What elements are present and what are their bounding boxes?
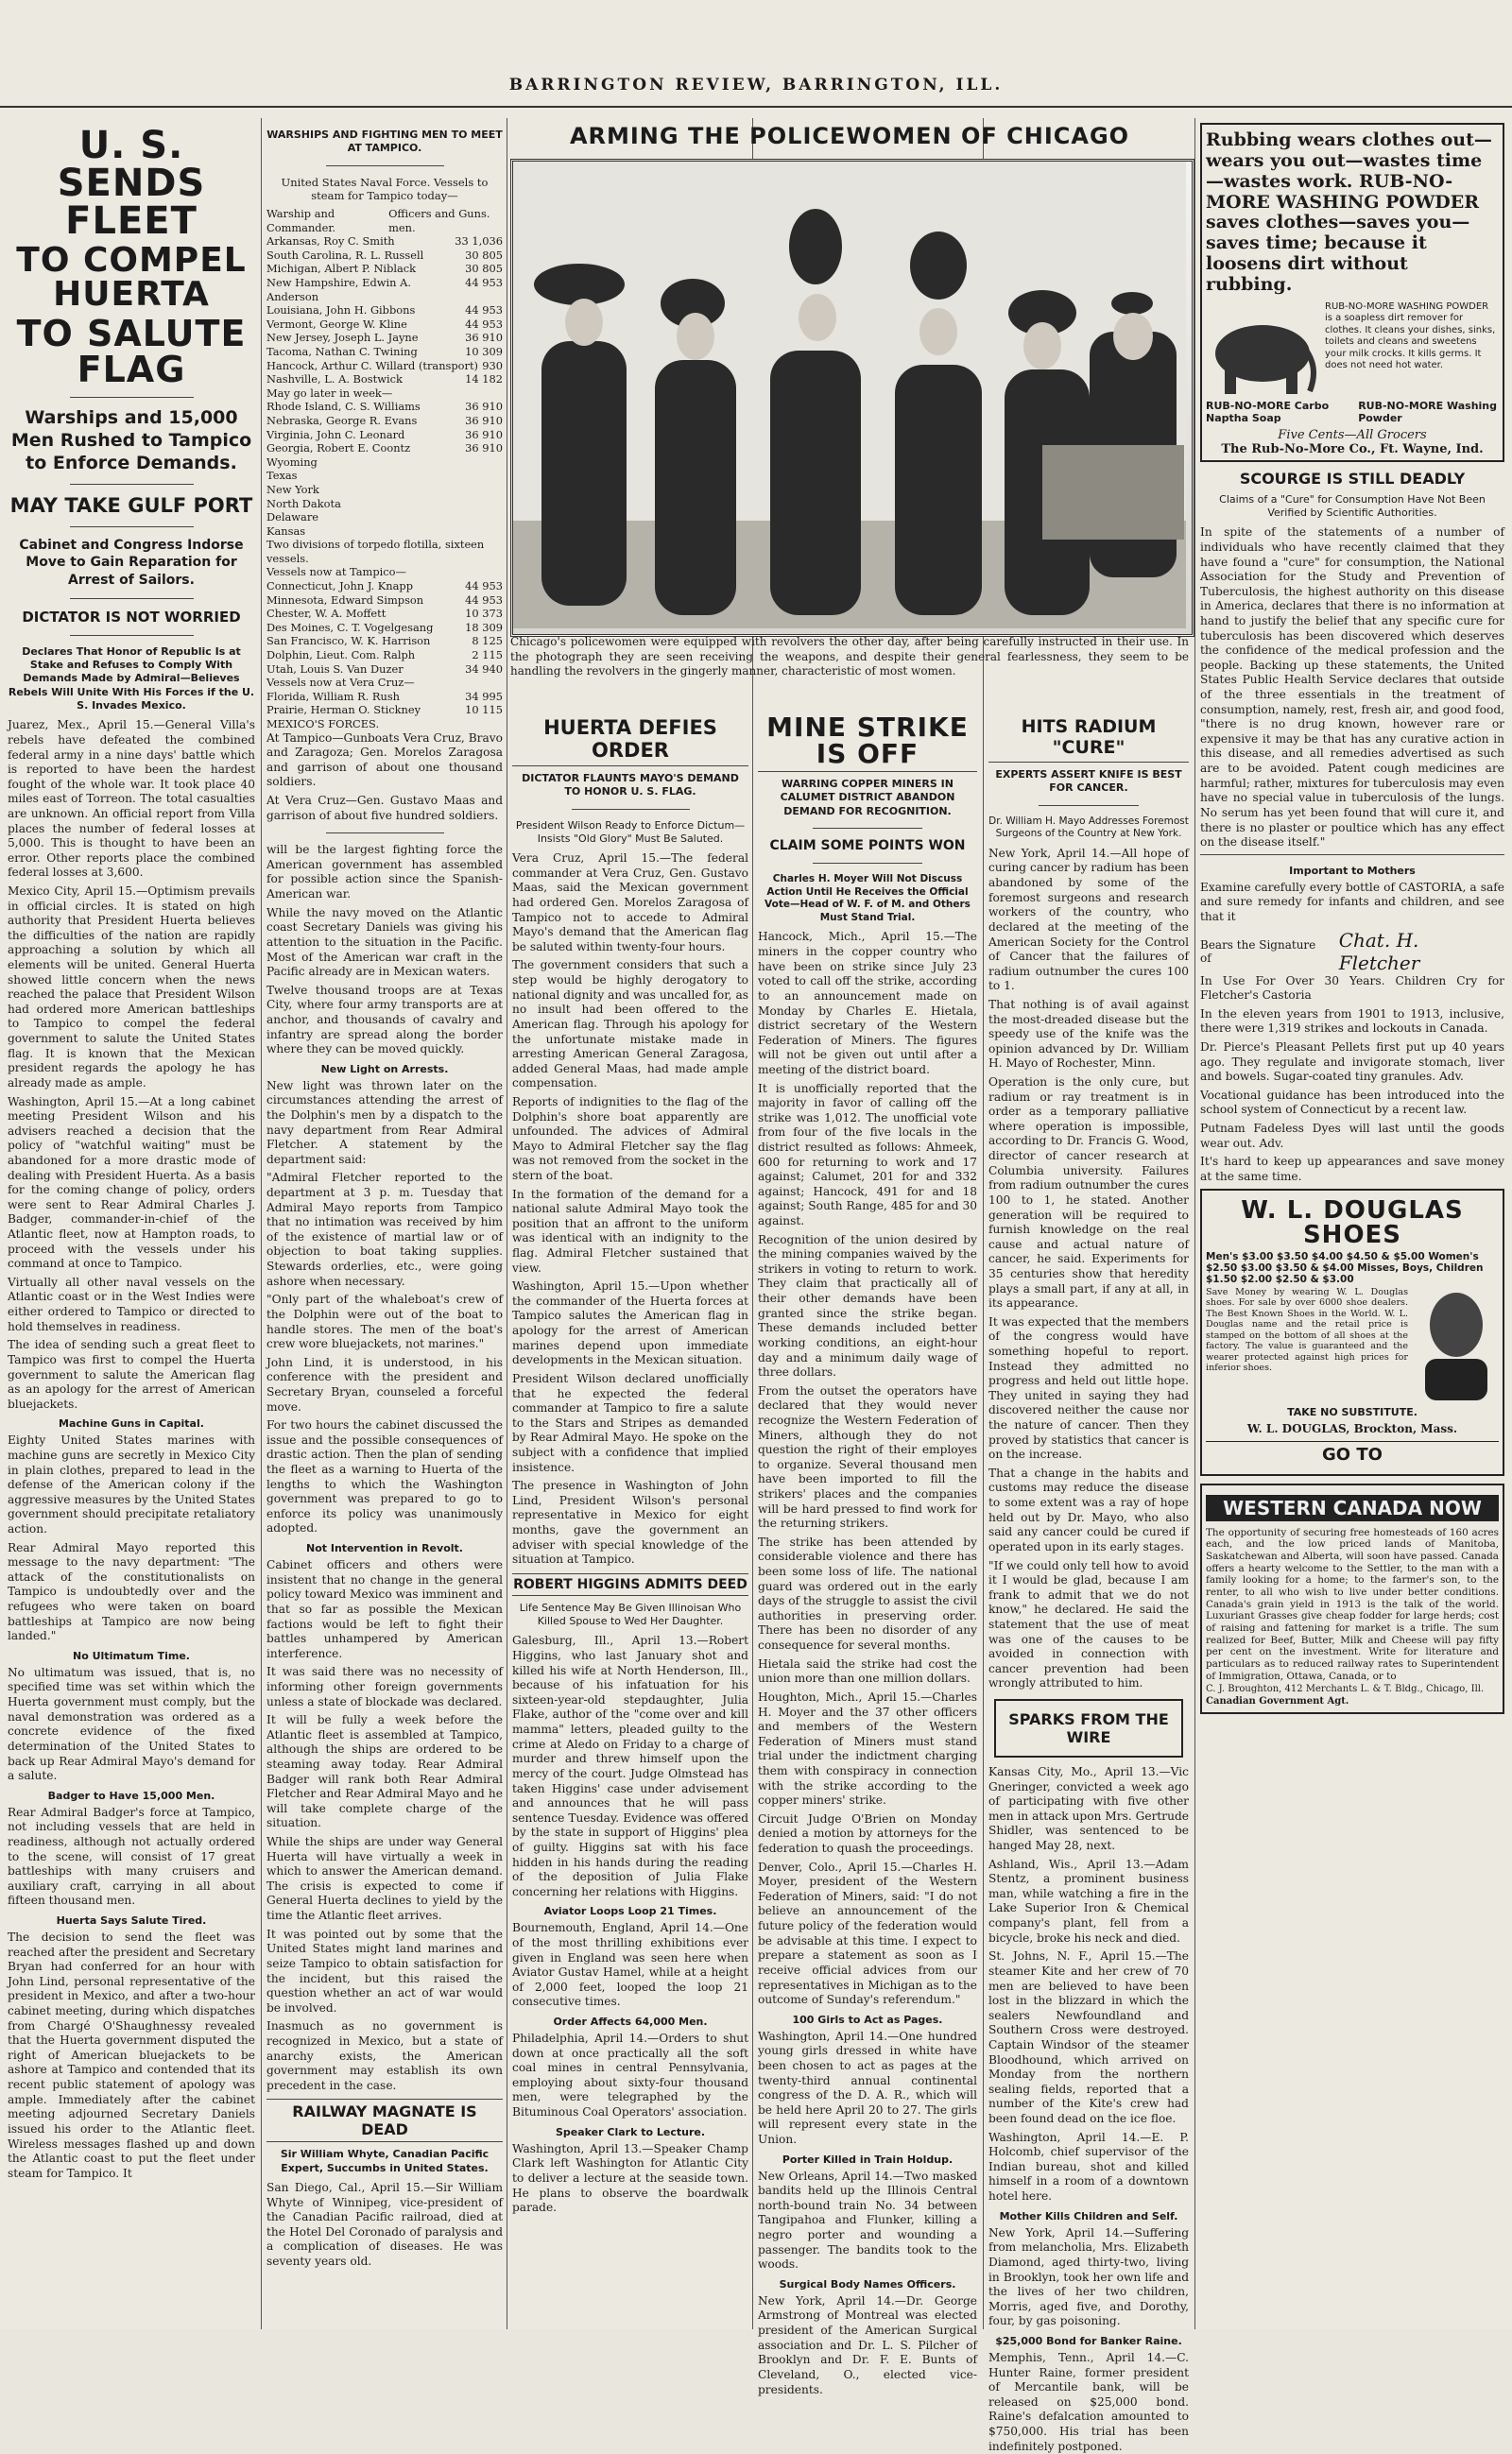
ship-numbers: 18 309 — [465, 620, 503, 634]
subheading: Not Intervention in Revolt. — [306, 1542, 463, 1555]
ship-row — [266, 607, 503, 621]
ship-name: Vessels now at Tampico— — [266, 565, 406, 579]
article-paragraph: Vocational guidance has been introduced into the school system of Connecticut by a recent law. — [1200, 1088, 1504, 1117]
ship-numbers: 36 910 — [465, 427, 503, 441]
ad-headline: WESTERN CANADA NOW — [1206, 1495, 1499, 1521]
article-paragraph: For two hours the cabinet discussed the issue and the possible consequences of drastic action. Then the plan of sending the fleet as a warning to Huerta of the lengths to which the Washington government was prepared to go to enforce its policy was unanimously adopted. — [266, 1418, 503, 1536]
article-paragraph: New York, April 14.—All hope of curing cancer by radium has been abandoned by some of the foremost surgeons and research workers of the country, who declared at the meeting of the American Society for the Control of Cancer that the failures of radium outnumber the cures 100 to 1. — [988, 846, 1189, 993]
article-paragraph: Memphis, Tenn., April 14.—C. Hunter Raine, former president of Mercantile bank, will be released on $25,000 bond. Raine's defalcation amounted to $750,000. His trial has been indefinitely postponed. — [988, 2350, 1189, 2453]
deck-headline: MAY TAKE GULF PORT — [9, 494, 253, 518]
divider — [70, 484, 194, 485]
signature-label: Bears the Signature of — [1200, 937, 1316, 965]
ship-row — [266, 372, 503, 386]
article-paragraph: The presence in Washington of John Lind, President Wilson's personal representative in Mexico for eight months, gave the government an adviser with special knowledge of the situation at Tampico. — [512, 1479, 748, 1567]
article-paragraph: Reports of indignities to the flag of the Dolphin's shore boat apparently are unfounded. The advices of Admiral Mayo to Admiral Fletcher say the flag was not removed from the socket in the stern of the boat. — [512, 1094, 748, 1182]
ship-numbers: 33 1,036 — [455, 234, 503, 249]
ad-body: The opportunity of securing free homesteads of 160 acres each, and the low priced lands of Manitoba, Saskatchewan and Alberta, will soon have passed. Canada offers a hearty welcome to the Settler, to the man with a family looking for a home; to the farmer's son, to the renter, to all who wish to live under better conditions. Canada's grain yield in 1913 is the talk of the world. Luxuriant Grasses give cheap fodder for large herds; cost of raising and fattening for market is a trifle. The sum realized for Beef, Butter, Milk and Cheese will pay fifty per cent on the investment. Write for literature and particulars as to reduced railway rates to Superintendent of Immigration, Ottawa, Canada, or to — [1206, 1526, 1499, 1682]
article-paragraph: Circuit Judge O'Brien on Monday denied a motion by attorneys for the federation to quash the proceedings. — [758, 1811, 977, 1856]
article-paragraph: St. Johns, N. F., April 15.—The steamer Kite and her crew of 70 men are believed to have been lost in the blizzard in which the sealers Newfoundland and Southern Cross were destroyed. Captain Windsor of the steamer Bloodhound, which arrived on Monday from the northern sealing fields, reported that a number of the Kite's crew had been found dead on the ice floe. — [988, 1949, 1189, 2126]
article-paragraph: "Only part of the whaleboat's crew of the Dolphin were out of the boat to handle stores. The men of the boat's crew wore bluejackets, not marines." — [266, 1293, 503, 1351]
ship-numbers: 44 953 — [465, 579, 503, 593]
table-title: WARSHIPS AND FIGHTING MEN TO MEET AT TAMPICO. — [266, 129, 503, 155]
deck-headline: Charles H. Moyer Will Not Discuss Action Until He Receives the Official Vote—Head of W. F. of M. and Others Must Stand Trial. — [765, 872, 971, 923]
ship-name: New Jersey, Joseph L. Jayne — [266, 331, 419, 345]
ship-name: Virginia, John C. Leonard — [266, 427, 405, 441]
table-header — [266, 207, 503, 234]
article-paragraph: Bournemouth, England, April 14.—One of the most thrilling exhibitions ever given in England was seen here when Aviator Gustav Hamel, while at a height of 2,000 feet, looped the loop 21 consecutive times. — [512, 1921, 748, 2009]
divider — [813, 828, 922, 829]
article-paragraph: From the outset the operators have declared that they would never recognize the Western Federation of Miners, although they do not question the right of their employes to organize. Several thousand men have been imported to fill the strikers' places and the companies will be hard pressed to find work for the returning strikers. — [758, 1383, 977, 1531]
ship-numbers: 36 910 — [465, 400, 503, 414]
ship-row — [266, 400, 503, 414]
ship-numbers: 44 953 — [465, 276, 503, 289]
ship-numbers: 30 805 — [465, 262, 503, 276]
ship-row — [266, 386, 503, 401]
ad-gov: Canadian Government Agt. — [1206, 1696, 1349, 1708]
ship-name: Two divisions of torpedo flotilla, sixteen vessels. — [266, 538, 485, 565]
masthead: BARRINGTON REVIEW, BARRINGTON, ILL. — [508, 76, 1004, 94]
deck-headline: DICTATOR IS NOT WORRIED — [22, 608, 241, 626]
ship-numbers: 36 910 — [465, 331, 503, 345]
article-paragraph: "If we could only tell how to avoid it I would be glad, because I am frank to admit that we do not know," he declared. He said the statement that the use of meat was one of the causes to be avoided in connection with cancer prevention had been wrongly attributed to him. — [988, 1558, 1189, 1690]
article-paragraph: The idea of sending such a great fleet to Tampico was first to compel the Huerta government to salute the American flag as an apology for the arrest of American bluejackets. — [8, 1338, 255, 1411]
article-paragraph: New York, April 14.—Dr. George Armstrong of Montreal was elected president of the American Surgical association and Dr. L. S. Pilcher of Brooklyn and Dr. F. E. Bunts of Cleveland, O., elected vice-presidents. — [758, 2293, 977, 2396]
ship-name: Florida, William R. Rush — [266, 689, 401, 703]
ship-name: Texas — [266, 469, 298, 483]
ship-numbers: 44 953 — [465, 317, 503, 331]
photo-illustration — [513, 162, 1186, 628]
article-paragraph: Dr. Pierce's Pleasant Pellets first put up 40 years ago. They regulate and invigorate stomach, liver and bowels. Sugar-coated tiny granules. Adv. — [1200, 1040, 1504, 1084]
ship-name: Wyoming — [266, 455, 318, 469]
ship-numbers: 10 115 — [465, 703, 503, 717]
ship-numbers: 30 805 — [465, 248, 503, 262]
ship-row — [266, 359, 503, 373]
deck-headline: EXPERTS ASSERT KNIFE IS BEST FOR CANCER. — [995, 768, 1182, 795]
subheading: Badger to Have 15,000 Men. — [47, 1789, 215, 1802]
product-powder: RUB-NO-MORE Washing Powder — [1358, 399, 1497, 424]
photo-headline: ARMING THE POLICEWOMEN OF CHICAGO — [569, 123, 1130, 149]
ad-body: Save Money by wearing W. L. Douglas shoes. For sale by over 6000 shoe dealers. The Best Known Shoes in the World. W. L. Douglas name and the retail price is stamped on the bottom of all shoes at the factory. The value is guaranteed and the wearer protected against high prices for inferior shoes. — [1206, 1286, 1408, 1373]
ship-name: Utah, Louis S. Van Duzer — [266, 661, 404, 676]
ship-name: Delaware — [266, 510, 319, 524]
article-paragraph: Ashland, Wis., April 13.—Adam Stentz, a prominent business man, while watching a fire in the Lake Superior Iron & Chemical company's plant, fell from a bicycle, broke his neck and died. — [988, 1857, 1189, 1945]
column-rule — [1194, 118, 1195, 2329]
divider — [70, 598, 194, 599]
subheading: Surgical Body Names Officers. — [779, 2277, 956, 2291]
ship-numbers: 44 953 — [465, 303, 503, 317]
subheading: Machine Guns in Capital. — [59, 1417, 204, 1431]
ship-row — [266, 579, 503, 593]
article-paragraph: It was pointed out by some that the United States might land marines and seize Tampico to obtain satisfaction for the incident, but this raised the question whether an act of war would be involved. — [266, 1927, 503, 2015]
ship-numbers: 36 910 — [465, 413, 503, 427]
ship-row — [266, 538, 503, 565]
ship-row — [266, 276, 503, 303]
ship-numbers: 36 910 — [465, 441, 503, 455]
subheading: No Ultimatum Time. — [73, 1649, 190, 1662]
ship-row — [266, 593, 503, 608]
article-paragraph: The decision to send the fleet was reached after the president and Secretary Bryan had conferred for an hour with John Lind, personal representative of the president in Mexico, and after a two-hour cabinet meeting, during which dispatches from Chargé O'Shaughnessy revealed that the Huerta government disputed the right of American bluejackets to be ashore at Tampico and contended that its recent public statement of apology was ample. Immediately after the cabinet meeting adjourned Secretary Daniels issued his order to the Atlantic fleet. Wireless messages flashed up and down the Atlantic coast to put the fleet under steam for Tampico. It — [8, 1931, 255, 2180]
ship-row — [266, 317, 503, 332]
portrait-icon — [1414, 1287, 1499, 1400]
ship-name: Hancock, Arthur C. Willard (transport) — [266, 358, 478, 372]
ship-name: Arkansas, Roy C. Smith — [266, 234, 395, 249]
warship-list — [266, 207, 503, 731]
article-paragraph: New Orleans, April 14.—Two masked bandits held up the Illinois Central north-bound train No. 34 between Tangipahoa and Flunker, killing a negro porter and wounding a passenger. The bandits took to the woods. — [758, 2169, 977, 2272]
subheading: 100 Girls to Act as Pages. — [792, 2013, 943, 2026]
headline: HUERTA DEFIES ORDER — [512, 716, 748, 766]
subheading: Porter Killed in Train Holdup. — [782, 2153, 954, 2166]
ship-name: Minnesota, Edward Simpson — [266, 592, 424, 607]
article-paragraph: Recognition of the union desired by the mining companies waived by the strikers in voting to return to work. They claim that practically all of their other demands have been granted since the strike began. These demands included better working conditions, an eight-hour day and a minimum daily wage of three dollars. — [758, 1232, 977, 1380]
article-paragraph: "Admiral Fletcher reported to the department at 3 p. m. Tuesday that Admiral Mayo reports from Tampico that no intimation was received by him of the existence of martial law or of objection to boat taking supplies. Stewards orderlies, etc., were going ashore when necessary. — [266, 1171, 503, 1288]
divider — [813, 863, 922, 864]
article-paragraph: The government considers that such a step would be highly derogatory to national dignity and was uncalled for, as no insult had been offered to the American flag. Through his apology for the unfortunate mistake made in arresting American General Zaragosa, added General Maas, had made ample compensation. — [512, 958, 748, 1090]
article-paragraph: The strike has been attended by considerable violence and there has been some loss of life. The national guard was ordered out in the early days of the struggle to assist the civil authorities in preserving order. There has been no disorder of any consequence for several months. — [758, 1535, 977, 1653]
ship-name: Prairie, Herman O. Stickney — [266, 703, 421, 717]
ship-row — [266, 690, 503, 704]
subheading: $25,000 Bond for Banker Raine. — [995, 2334, 1182, 2347]
article-paragraph: Mexico City, April 15.—Optimism prevails in official circles. It is stated on high authority that President Huerta believes the difficulties of the nation are rapidly approaching a solution by which all elements will be united. General Huerta showed little concern when the news reached the palace that President Wilson had ordered more American battleships to Tampico to compel the federal government to salute the United States flag. It is known that the Mexican president regards the apology he has already made as ample. — [8, 884, 255, 1090]
article-paragraph: It's hard to keep up appearances and save money at the same time. — [1200, 1155, 1504, 1183]
ad-agent: C. J. Broughton, 412 Merchants L. & T. Bldg., Chicago, Ill. — [1206, 1684, 1485, 1695]
deck-headline: President Wilson Ready to Enforce Dictum—Insists "Old Glory" Must Be Saluted. — [515, 818, 746, 845]
deck-headline: CLAIM SOME POINTS WON — [769, 837, 966, 853]
ship-numbers: 14 182 — [465, 372, 503, 386]
article-paragraph: That a change in the habits and customs may reduce the disease to some extent was a ray of hope held out by Dr. Mayo, who also said any cancer could be cured if operated upon in its early stages. — [988, 1466, 1189, 1553]
ship-name: Vermont, George W. Kline — [266, 317, 407, 331]
ship-row — [266, 703, 503, 717]
ship-row — [266, 510, 503, 524]
deck-headline: Warships and 15,000 Men Rushed to Tampico to Enforce Demands. — [10, 407, 252, 473]
article-paragraph: That nothing is of avail against the most-dreaded disease but the speedy use of the knife was the opinion advanced by Dr. William H. Mayo of Rochester, Minn. — [988, 997, 1189, 1071]
ship-name: Georgia, Robert E. Coontz — [266, 441, 411, 455]
ad-body: In Use For Over 30 Years. Children Cry for Fletcher's Castoria — [1200, 973, 1504, 1003]
headline-line-1: U. S. SENDS FLEET — [57, 124, 206, 243]
rub-no-more-ad — [1200, 123, 1504, 462]
ad-body: RUB-NO-MORE WASHING POWDER is a soapless dirt remover for clothes. It cleans your dishes, sinks, toilets and cleans and sweetens your milk crocks. It kills germs. It does not need hot water. — [1325, 300, 1496, 371]
castoria-ad — [1200, 854, 1504, 1004]
ship-row — [266, 345, 503, 359]
article-paragraph: will be the largest fighting force the American government has assembled for possible action since the Spanish-American war. — [266, 843, 503, 901]
ship-numbers: 2 115 — [472, 648, 503, 662]
divider — [70, 397, 194, 398]
article-paragraph: Washington, April 13.—Speaker Champ Clark left Washington for Atlantic City to deliver a lecture at the seaside town. He plans to observe the boardwalk parade. — [512, 2141, 748, 2215]
ship-numbers: 10 309 — [465, 344, 503, 358]
ship-name: May go later in week— — [266, 386, 393, 400]
ship-row — [266, 441, 503, 455]
header-ship: Warship and Commander. — [266, 207, 336, 234]
douglas-shoes-ad — [1200, 1189, 1504, 1476]
article-paragraph: At Vera Cruz—Gen. Gustavo Maas and garrison of about five hundred soldiers. — [266, 794, 503, 822]
ad-goto: GO TO — [1206, 1441, 1499, 1465]
article-paragraph: In the formation of the demand for a national salute Admiral Mayo took the position that an affront to the uniform was identical with an indignity to the flag. Admiral Fletcher sustained that view. — [512, 1187, 748, 1275]
article-paragraph: While the navy moved on the Atlantic coast Secretary Daniels was giving his attention to the situation in the Pacific. Most of the American war craft in the Pacific already are in Mexican waters. — [266, 905, 503, 979]
article-paragraph: Galesburg, Ill., April 13.—Robert Higgins, who last January shot and killed his wife at North Henderson, Ill., because of his infatuation for his sixteen-year-old stepdaughter, Julia Flake, author of the "come over and kill mamma" letters, pleaded guilty to the crime at Aledo on Friday to a charge of murder and threw himself upon the mercy of the court. Judge Olmstead has taken Higgins' case under advisement and announces that he will pass sentence Tuesday. Evidence was offered by the state in support of Higgins' plea of guilty. Higgins sat with his face hidden in his hands during the reading of the deposition of Julia Flake concerning her relations with Higgins. — [512, 1634, 748, 1898]
article-paragraph: In the eleven years from 1901 to 1913, inclusive, there were 1,319 strikes and lockouts in Canada. — [1200, 1006, 1504, 1036]
ship-row — [266, 428, 503, 442]
ad-figure-row — [1206, 301, 1499, 396]
ship-row — [266, 676, 503, 690]
article-paragraph: Denver, Colo., April 15.—Charles H. Moyer, president of the Western Federation of Miners, said: "I do not believe an announcement of the future policy of the federation would be advisable at this time. I expect to prepare a statement as soon as I receive official advices from our representatives in Michigan as to the outcome of Sunday's referendum." — [758, 1860, 977, 2007]
ship-name: Michigan, Albert P. Niblack — [266, 262, 417, 276]
headline: HITS RADIUM "CURE" — [988, 716, 1189, 763]
article-paragraph: San Diego, Cal., April 15.—Sir William Whyte of Winnipeg, vice-president of the Canadian Pacific railroad, died at the Hotel Del Coronado of paralysis and a complication of diseases. He was seventy years old. — [266, 2180, 503, 2269]
policewomen-photo — [510, 159, 1194, 637]
ship-row — [266, 331, 503, 345]
divider — [326, 832, 444, 833]
ship-row — [266, 414, 503, 428]
article-paragraph: While the ships are under way General Huerta will have virtually a week in which to answer the American demand. The crisis is expected to come if General Huerta declines to yield by the time the Atlantic fleet arrives. — [266, 1835, 503, 1923]
ship-name: Dolphin, Lieut. Com. Ralph — [266, 648, 416, 662]
ad-headline: Rubbing wears clothes out—wears you out—wastes time —wastes work. RUB-NO-MORE WASHING POWDER saves clothes—saves you—saves time; because it loosens dirt without rubbing. — [1206, 129, 1492, 295]
ship-row — [266, 455, 503, 470]
ship-name: South Carolina, R. L. Russell — [266, 248, 424, 262]
ad-price: Five Cents—All Grocers — [1278, 427, 1427, 442]
table-intro: United States Naval Force. Vessels to steam for Tampico today— — [281, 175, 489, 203]
article-paragraph: At Tampico—Gunboats Vera Cruz, Bravo and Zaragoza; Gen. Morelos Zaragosa and garrison of about one thousand soldiers. — [266, 730, 503, 789]
ship-row — [266, 634, 503, 648]
article-paragraph: Juarez, Mex., April 15.—General Villa's rebels have defeated the combined federal army in a nine days' battle which is reported to have been the hardest fought of the whole war. It took place 40 miles east of Torreon. The total casualties are unknown. An official report from Villa places the number of federal losses at 5,000. This is thought to have been an error. Other reports place the combined federal losses at 3,600. — [8, 718, 255, 880]
article-paragraph: Washington, April 15.—At a long cabinet meeting President Wilson and his advisers reached a decision that the policy of "watchful waiting" must be abandoned for a more drastic mode of dealing with President Huerta. As a basis for the coming change of policy, orders were sent to Rear Admiral Charles J. Badger, commander-in-chief of the Atlantic fleet, now at Hampton roads, to proceed with the vessels under his command at once to Tampico. — [8, 1094, 255, 1271]
article-paragraph: Washington, April 15.—Upon whether the commander of the Huerta forces at Tampico salutes the American flag in apology for the arrest of American marines depend upon immediate developments in the Mexican situation. — [512, 1279, 748, 1367]
ship-row — [266, 469, 503, 483]
article-paragraph: Washington, April 14.—E. P. Holcomb, chief supervisor of the Indian bureau, shot and killed himself in a room of a downtown hotel here. — [988, 2130, 1189, 2204]
ship-row — [266, 524, 503, 539]
deck-headline: DICTATOR FLAUNTS MAYO'S DEMAND TO HONOR U. S. FLAG. — [522, 772, 739, 798]
ship-name: New York — [266, 482, 319, 496]
subheading: Mother Kills Children and Self. — [999, 2209, 1178, 2222]
ship-name: Vessels now at Vera Cruz— — [266, 676, 415, 690]
deck-headline: Cabinet and Congress Indorse Move to Gain Reparation for Arrest of Sailors. — [19, 538, 244, 588]
divider — [1039, 805, 1139, 806]
article-paragraph: No ultimatum was issued, that is, no specified time was set within which the Huerta government must comply, but the naval demonstration was ordered as a concrete evidence of the fixed determination of the United States to back up Rear Admiral Mayo's demand for a salute. — [8, 1665, 255, 1783]
column-6 — [1200, 123, 1504, 2325]
ad-sub: TAKE NO SUBSTITUTE. — [1287, 1405, 1418, 1418]
article-paragraph: Twelve thousand troops are at Texas City, where four army transports are at anchor, and thousands of cavalry and infantry are spread along the border where they can be moved quickly. — [266, 983, 503, 1056]
article-paragraph: New York, April 14.—Suffering from melancholia, Mrs. Elizabeth Diamond, aged thirty-two, living in Brooklyn, took her own life and the lives of her two children, Morris, aged five, and Dorothy, four, by gas poisoning. — [988, 2225, 1189, 2328]
article-paragraph: Eighty United States marines with machine guns are secretly in Mexico City in plain clothes, prepared to lead in the defense of the American colony if the aggressive measures by the United States government should precipitate retaliatory action. — [8, 1433, 255, 1536]
sparks-box — [994, 1699, 1183, 1758]
header-numbers: Officers and Guns. men. — [388, 207, 490, 234]
photo-caption: Chicago's policewomen were equipped with revolvers the other day, after being carefully instructed in their use. In the photograph they are seen receiving the weapons, and despite their general fearlessness, they seem to be handling the revolvers in the gingerly manner, characteristic of most women. — [510, 635, 1189, 678]
box-title: SPARKS FROM THE WIRE — [1008, 1710, 1169, 1746]
article-paragraph: In spite of the statements of a number of individuals who have recently claimed that they have found a "cure" for consumption, the National Association for the Study and Prevention of Tuberculosis, the highest authority on this disease in America, declares that there is no information at hand to justify the belief that any specific cure for tuberculosis has been discovered which deserves the confidence of the medical profession and the people. Backing up these statements, the United States Public Health Service declares that outside of the three essentials in the treatment of consumption, namely, rest, fresh air, and good food, "there is no drug known, however rare or expensive it may be that has any curative action in this disease, and all remedies advertised as such are to be avoided. Patent cough medicines are harmful; rather, mixtures for tuberculosis may even have no special value in tuberculosis of the lungs. No serum has yet been found that will cure it, and there is no plaster or poultice which has any effect on the disease itself." — [1200, 525, 1504, 849]
ship-name: Tacoma, Nathan C. Twining — [266, 344, 418, 358]
headline: SCOURGE IS STILL DEADLY — [1239, 469, 1466, 488]
ship-name: Nashville, L. A. Bostwick — [266, 372, 403, 386]
ad-body: Examine carefully every bottle of CASTORIA, a safe and sure remedy for infants and children, and see that it — [1200, 880, 1504, 923]
ship-row — [266, 662, 503, 677]
subheading: Order Affects 64,000 Men. — [553, 2016, 708, 2029]
divider — [70, 635, 194, 636]
ship-numbers: 34 940 — [465, 661, 503, 676]
article-paragraph: It is unofficially reported that the majority in favor of calling off the strike was 1,012. The unofficial vote from four of the five locals in the district resulted as follows: Ahmeek, 600 for returning to work and 17 against; Calumet, 201 for and 332 against; Hancock, 491 for and 18 against; South Range, 485 for and 30 against. — [758, 1081, 977, 1228]
article-paragraph: Operation is the only cure, but radium or ray treatment is in order as a temporary palliative where operation is impossible, according to Dr. Francis G. Wood, director of cancer research at Columbia university. Failures from radium outnumber the cures 100 to 1, he stated. Another generation will be required to furnish knowledge on the real cause and actual nature of cancer, he said. Experiments for 35 centuries show that heredity plays a small part, if any at all, in its appearance. — [988, 1075, 1189, 1311]
article-paragraph: Hancock, Mich., April 15.—The miners in the copper country who have been on strike since July 23 voted to call off the strike, according to an announcement made on Monday by Charles E. Hietala, district secretary of the Western Federation of Miners. The figures will not be given out until after a meeting of the district board. — [758, 930, 977, 1076]
article-paragraph: Philadelphia, April 14.—Orders to shut down at once practically all the soft coal mines in central Pennsylvania, employing about sixty-four thousand men, were telegraphed by the Bituminous Coal Operators' association. — [512, 2032, 748, 2119]
ad-figure-row — [1206, 1287, 1499, 1400]
article-paragraph: Houghton, Mich., April 15.—Charles H. Moyer and the 37 other officers and members of the Western Federation of Miners must stand trial under the indictment charging them with conspiracy in connection with the strike according to the copper miners' strike. — [758, 1690, 977, 1808]
headline: RAILWAY MAGNATE IS DEAD — [266, 2099, 503, 2142]
ship-name: North Dakota — [266, 496, 341, 510]
article-paragraph: Cabinet officers and others were insistent that no change in the general policy toward Mexico was imminent and that so far as possible the Mexican factions would be left to fight their battles unhampered by American interference. — [266, 1558, 503, 1660]
subheading: New Light on Arrests. — [320, 1062, 449, 1075]
headline: ROBERT HIGGINS ADMITS DEED — [512, 1573, 748, 1596]
ship-name: Nebraska, George R. Evans — [266, 413, 418, 427]
ship-row — [266, 234, 503, 249]
deck-headline: Sir William Whyte, Canadian Pacific Expert, Succumbs in United States. — [280, 2148, 490, 2174]
article-paragraph: It was expected that the members of the congress would have something hopeful to report. Instead they admitted no progress and held out little hope. They united in saying they had discovered neither the cause nor the nature of cancer. Then they proved by statistics that cancer is on the increase. — [988, 1314, 1189, 1462]
deck-headline: Claims of a "Cure" for Consumption Have Not Been Verified by Scientific Authorities. — [1219, 492, 1486, 520]
ship-row — [266, 717, 503, 731]
ad-prices: Men's $3.00 $3.50 $4.00 $4.50 & $5.00 Women's $2.50 $3.00 $3.50 & $4.00 Misses, Boys, Children $1.50 $2.00 $2.50 & $3.00 — [1206, 1250, 1484, 1285]
article-paragraph: John Lind, it is understood, in his conference with the president and Secretary Bryan, counseled a forceful move. — [266, 1355, 503, 1414]
signature: Chat. H. Fletcher — [1338, 928, 1420, 974]
ship-rows — [266, 234, 503, 730]
column-5 — [988, 711, 1189, 2453]
ship-row — [266, 565, 503, 579]
article-paragraph: Rear Admiral Badger's force at Tampico, not including vessels that are held in readiness, although not actually ordered to the scene, will consist of 17 great battleships with many cruisers and auxiliary craft, carrying in all about fifteen thousand men. — [8, 1805, 255, 1908]
column-rule — [261, 118, 262, 2329]
ship-row — [266, 303, 503, 317]
article-paragraph: Washington, April 14.—One hundred young girls dressed in white have been chosen to act as pages at the twenty-third annual continental congress of the D. A. R., which will be held here April 20 to 27. The girls will represent every state in the Union. — [758, 2029, 977, 2146]
article-paragraph: Kansas City, Mo., April 13.—Vic Gneringer, convicted a week ago of participating with five other men in attack upon Mrs. Gertrude Shidler, was sentenced to be hanged May 28, next. — [988, 1765, 1189, 1853]
article-paragraph: Inasmuch as no government is recognized in Mexico, but a state of anarchy exists, the American government may establish its own precedent in the case. — [266, 2019, 503, 2092]
ship-name: Kansas — [266, 523, 306, 538]
article-paragraph: It was said there was no necessity of informing other foreign governments unless a state of blockade was declared. — [266, 1665, 503, 1708]
subheading: Aviator Loops Loop 21 Times. — [543, 1905, 717, 1918]
ad-headline: W. L. DOUGLAS SHOES — [1241, 1195, 1464, 1249]
ship-numbers: 44 953 — [465, 592, 503, 607]
article-paragraph: President Wilson declared unofficially that he expected the federal commander at Tampico to fire a salute to the Stars and Stripes as demanded by Rear Admiral Mayo. He spoke on the subject with a confidence that implied insistence. — [512, 1371, 748, 1474]
ship-numbers: 8 125 — [472, 634, 503, 648]
article-paragraph: It will be fully a week before the Atlantic fleet is assembled at Tampico, although the ships are ordered to be steaming away today. Rear Admiral Badger will rank both Rear Admiral Fletcher and Rear Admiral Mayo and he will take complete charge of the situation. — [266, 1713, 503, 1830]
western-canada-ad — [1200, 1484, 1504, 1715]
headline-line-2: TO COMPEL HUERTA — [16, 241, 247, 314]
article-paragraph: Vera Cruz, April 15.—The federal commander at Vera Cruz, Gen. Gustavo Maas, said the Mexican government had ordered Gen. Morelos Zaragosa of Tampico not to accede to Admiral Mayo's demand that the American flag be saluted within twenty-four hours. — [512, 851, 748, 953]
headline-line-3: TO SALUTE FLAG — [16, 313, 247, 390]
ship-numbers: 34 995 — [465, 689, 503, 703]
masthead-rule — [0, 106, 1512, 108]
ad-company: The Rub-No-More Co., Ft. Wayne, Ind. — [1221, 441, 1484, 456]
ad-headline: Important to Mothers — [1289, 864, 1416, 877]
ship-name: Rhode Island, C. S. Williams — [266, 400, 421, 414]
ship-name: New Hampshire, Edwin A. Anderson — [266, 276, 411, 303]
column-2 — [266, 123, 503, 2325]
ship-numbers: 10 373 — [465, 607, 503, 621]
divider — [326, 165, 444, 166]
deck-headline: Life Sentence May Be Given Illinoisan Who Killed Spouse to Wed Her Daughter. — [519, 1601, 742, 1628]
signature-row — [1200, 929, 1504, 974]
subheading: Huerta Says Salute Tired. — [56, 1914, 207, 1927]
subheading: Speaker Clark to Lecture. — [555, 2125, 706, 2138]
ship-row — [266, 249, 503, 263]
article-paragraph: Putnam Fadeless Dyes will last until the goods wear out. Adv. — [1200, 1122, 1504, 1150]
ship-name: Louisiana, John H. Gibbons — [266, 303, 416, 317]
divider — [572, 809, 690, 810]
ship-name: Des Moines, C. T. Vogelgesang — [266, 620, 434, 634]
elephant-icon — [1206, 301, 1319, 396]
divider — [70, 526, 194, 527]
column-1 — [8, 123, 255, 2325]
ad-products — [1206, 400, 1499, 424]
deck-headline: WARRING COPPER MINERS IN CALUMET DISTRICT ABANDON DEMAND FOR RECOGNITION. — [780, 778, 955, 817]
column-3 — [512, 711, 748, 2322]
ship-name: Connecticut, John J. Knapp — [266, 579, 413, 593]
article-paragraph: Virtually all other naval vessels on the Atlantic coast or in the West Indies were either ordered to Tampico or directed to hold themselves in readiness. — [8, 1275, 255, 1333]
column-4 — [758, 711, 977, 2396]
ship-row — [266, 621, 503, 635]
ship-name: Chester, W. A. Moffett — [266, 607, 387, 621]
product-soap: RUB-NO-MORE Carbo Naptha Soap — [1206, 399, 1330, 424]
ship-name: MEXICO'S FORCES. — [266, 717, 380, 730]
ship-numbers: 930 — [482, 358, 503, 372]
deck-headline: Declares That Honor of Republic Is at Stake and Refuses to Comply With Demands Made by Admiral—Believes Rebels Will Unite With His Forces if the U. S. Invades Mexico. — [8, 644, 255, 712]
ship-row — [266, 262, 503, 276]
ship-row — [266, 497, 503, 511]
ship-row — [266, 648, 503, 662]
deck-headline: Dr. William H. Mayo Addresses Foremost Surgeons of the Country at New York. — [988, 815, 1189, 840]
article-paragraph: New light was thrown later on the circumstances attending the arrest of the Dolphin's men by a dispatch to the navy department from Rear Admiral Fletcher. A statement by the department said: — [266, 1078, 503, 1166]
article-paragraph: Rear Admiral Mayo reported this message to the navy department: "The attack of the constitutionalists on Tampico is undoubtedly over and the refugees who were taken on board battleships at Tampico are now being landed." — [8, 1540, 255, 1643]
ad-footer: W. L. DOUGLAS, Brockton, Mass. — [1246, 1421, 1458, 1435]
article-paragraph: Hietala said the strike had cost the union more than one million dollars. — [758, 1656, 977, 1686]
headline: MINE STRIKE IS OFF — [758, 714, 977, 772]
ship-row — [266, 483, 503, 497]
ship-name: San Francisco, W. K. Harrison — [266, 634, 431, 648]
